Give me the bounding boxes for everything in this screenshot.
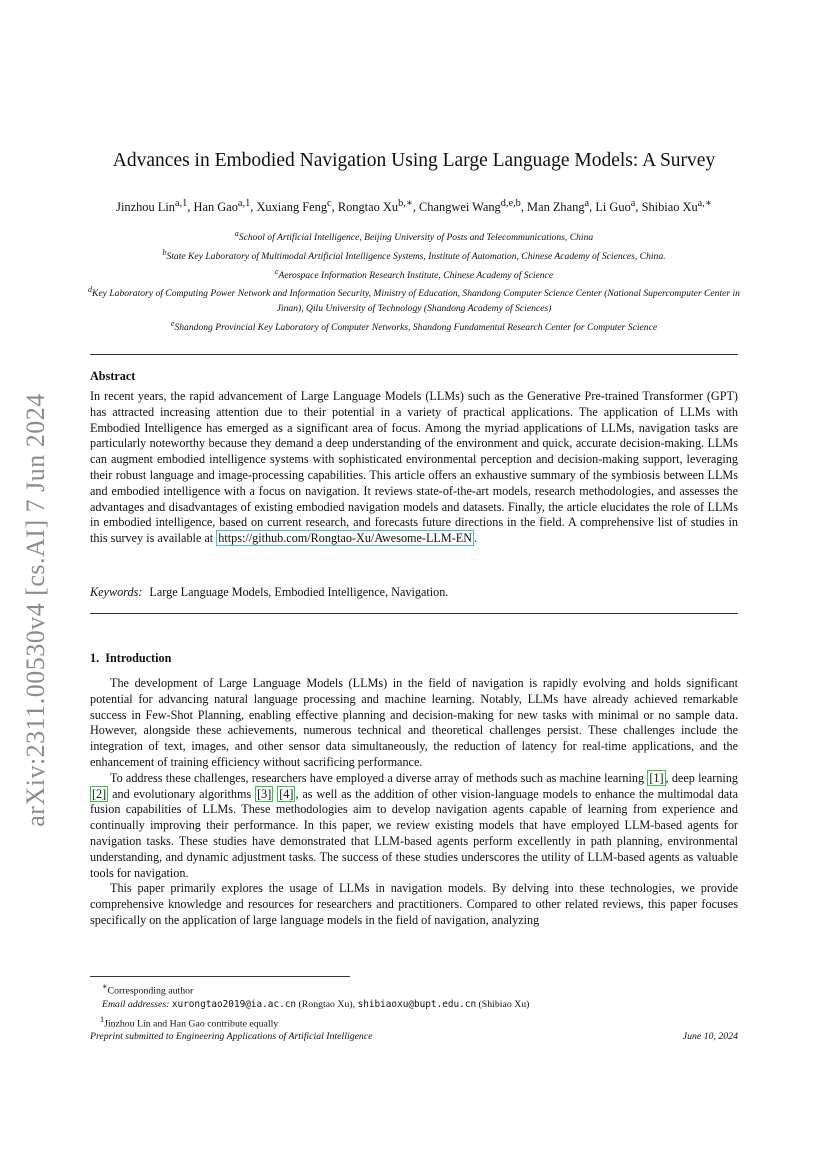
paper-title: Advances in Embodied Navigation Using Large Language Models: A Survey: [112, 150, 716, 171]
affiliation: $^c$Aerospace Information Research Institute, Chinese Academy of Science: [274, 266, 554, 281]
paragraph: The development of Large Language Models (LLMs) in the field of navigation is rapidly evolving and holds significant potential for advancing natural language processing and machine learning. Notably, LLMs have already achieved remarkable success in Few-Shot Planning, enabling effective planning and decision-making for new tasks with minimal or no sample data. However, alongside these achievements, numerous technical and theoretical challenges persist. These challenges include the integration of text, images, and other sensor data simultaneously, the reduction of latency for real-time applications, and the enhancement of training efficiency without sacrificing performance.: [90, 676, 738, 769]
github-link[interactable]: https://github.com/Rongtao-Xu/Awesome-LLM-EN: [218, 531, 473, 546]
affiliation: $^a$School of Artificial Intelligence, Beijing University of Posts and Telecommunications, China: [234, 229, 594, 244]
author: Li Guo$^a$: [595, 198, 636, 215]
section-heading: 1. Introduction: [90, 651, 172, 665]
affiliation: $^b$State Key Laboratory of Multimodal Artificial Intelligence Systems, Institute of Automation, Chinese Academy of Sciences, China.: [162, 247, 666, 262]
page-footer: [90, 1031, 738, 1042]
footnote-emails: Email addresses: xurongtao2019@ia.ac.cn (Rongtao Xu), shibiaoxu@bupt.edu.cn (Shibiao Xu): [102, 999, 530, 1011]
abstract-top-rule: [90, 354, 738, 355]
footer-date: June 10, 2024: [682, 1031, 738, 1042]
keywords-label: Keywords:: [90, 585, 143, 599]
author: Changwei Wang$^{d,e,b}$: [419, 198, 521, 215]
abstract-body: In recent years, the rapid advancement of Large Language Models (LLMs) such as the Generative Pre-trained Transformer (GPT) has attracted increasing attention due to their potential in a variety of practical applications. The application of LLMs with Embodied Intelligence has emerged as a significant area of focus. Among the myriad applications of LLMs, navigation tasks are particularly noteworthy because they demand a deep understanding of the environment and quick, accurate decision-making. LLMs can augment embodied intelligence systems with sophisticated environmental perception and decision-making support, leveraging their robust language and image-processing capabilities. This article offers an exhaustive summary of the symbiosis between LLMs and embodied intelligence with a focus on navigation. It reviews state-of-the-art models, research methodologies, and assesses the advantages and disadvantages of existing embodied navigation models and datasets. Finally, the article elucidates the role of LLMs in embodied intelligence, based on current research, and forecasts future directions in the field. A comprehensive list of studies in this survey is available at https://github.com/Rongtao-Xu/Awesome-LLM-EN .: [90, 389, 738, 546]
email-link[interactable]: shibiaoxu@bupt.edu.cn: [357, 999, 477, 1011]
author: Han Gao$^{a,1}$: [193, 198, 251, 215]
abstract-bottom-rule: [90, 613, 738, 614]
author-list: Jinzhou Lin$^{a,1}$, Han Gao$^{a,1}$, Xuxiang Feng$^c$, Rongtao $Xu^{b,∗}$, Changwei Wang$^{d,e,b}$, Man Zhang$^a$, Li Guo$^a$, Shibiao $Xu^{a,∗}$: [116, 198, 712, 215]
footnote-equal-contribution: $^1$Jinzhou Lin and Han Gao contribute equally: [100, 1014, 279, 1029]
arxiv-sidebar-stamp: [14, 380, 58, 840]
arxiv-identifier: arXiv:2311.00530v4 [cs.AI] 7 Jun 2024: [21, 393, 50, 827]
author: Rongtao $Xu^{b,∗}$: [337, 198, 413, 215]
citation-link[interactable]: [1]: [649, 770, 664, 785]
author: Shibiao $Xu^{a,∗}$: [641, 198, 712, 215]
email-link[interactable]: xurongtao2019@ia.ac.cn: [171, 999, 297, 1011]
paragraph: This paper primarily explores the usage of LLMs in navigation models. By delving into these technologies, we provide comprehensive knowledge and resources for researchers and practitioners. Compared to other related reviews, this paper focuses specifically on the application of large language models in the field of navigation, analyzing: [90, 881, 738, 927]
citation-link[interactable]: [3]: [257, 786, 272, 801]
affiliation: $^d$Key Laboratory of Computing Power Network and Information Security, Ministry of Education, Shandong Computer Science Center (National Supercomputer Center in Jinan), Qilu University of Technology (Shandong Academy of Sciences): [88, 285, 740, 315]
author: Jinzhou Lin$^{a,1}$: [116, 198, 188, 215]
author: Man Zhang$^a$: [527, 198, 590, 215]
footnotes: [90, 980, 738, 1031]
paragraph: To address these challenges, researchers have employed a diverse array of methods such as machine learning [1] , deep learning [2] and evolutionary algorithms [3] [4] , as well as the addition of other vision-language models to enhance the multimodal data fusion capabilities of LLMs. These methodologies aim to develop navigation agents capable of learning from experience and continually improving their performance. In this paper, we review existing models that have employed LLM-based agents for navigation tasks. These studies have demonstrated that LLM-based agents perform excellently in path planning, environmental understanding, and dynamic adjustment tasks. The success of these studies underscores the utility of LLM-based agents as valuable tools for navigation.: [90, 770, 739, 880]
introduction-body: [90, 676, 738, 929]
footnote-rule: [90, 976, 350, 977]
affiliation-list: [88, 227, 740, 336]
keywords: [90, 585, 738, 600]
affiliation: $^e$Shandong Provincial Key Laboratory of Computer Networks, Shandong Fundamental Research Center for Computer Science: [170, 318, 658, 333]
footer-journal: Preprint submitted to Engineering Applications of Artificial Intelligence: [90, 1031, 373, 1042]
citation-link[interactable]: [4]: [279, 786, 294, 801]
footnote-corresponding: ∗Corresponding author: [102, 982, 194, 997]
citation-link[interactable]: [2]: [92, 786, 107, 801]
keywords-text: Large Language Models, Embodied Intelligence, Navigation.: [149, 585, 449, 599]
abstract-heading: Abstract: [90, 369, 136, 383]
author: Xuxiang Feng$^c$: [256, 198, 332, 215]
